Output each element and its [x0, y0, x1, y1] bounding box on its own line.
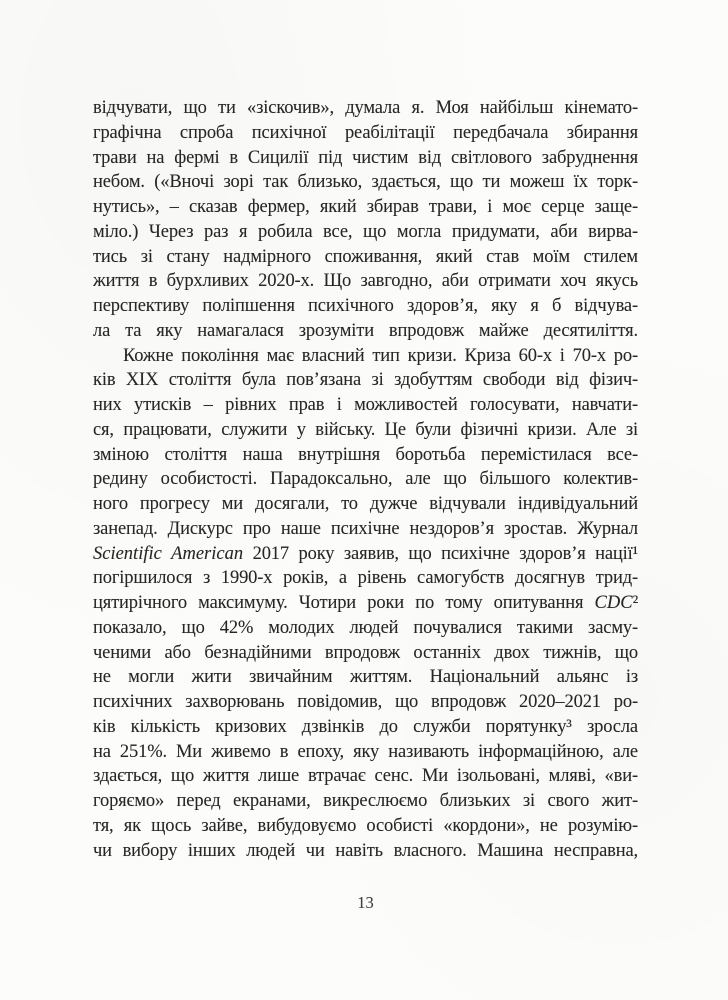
italic-text: Scientific American — [93, 543, 244, 564]
text-line: ків XIX століття була пов’язана зі здобуттям свободи від фізич- — [93, 370, 638, 391]
text-line: Кожне покоління має власний тип кризи. Криза 60-х і 70-х ро- — [123, 345, 638, 366]
paragraph — [93, 96, 638, 344]
text-line: цятирічного максимуму. Чотири роки по тому опитування CDC² — [93, 593, 638, 613]
paragraph — [93, 344, 638, 864]
text-line: небом. («Вночі зорі так близько, здається, що ти можеш їх торк- — [93, 172, 638, 193]
text-line: трави на фермі в Сицилії під чистим від світлового забруднення — [93, 147, 638, 168]
text-line: перспективу поліпшення психічного здоров’я, яку я б відчува- — [93, 296, 638, 316]
text-line: ченими або безнадійними впродовж останніх двох тижнів, що — [93, 642, 638, 663]
text-line: ного прогресу ми досягали, то дужче відчували індивідуальний — [93, 494, 638, 514]
text-line: редину особистості. Парадоксально, але що більшого колектив- — [93, 469, 638, 490]
italic-text: CDC — [594, 593, 633, 613]
text-line: чи вибору інших людей чи навіть власного. Машина несправна, — [93, 840, 638, 861]
text-line: не могли жити звичайним життям. Національний альянс із — [93, 667, 638, 688]
text-line: занепад. Дискурс про наше психічне нездоров’я зростав. Журнал — [93, 518, 638, 539]
text-line: графічна спроба психічної реабілітації передбачала збирання — [93, 122, 638, 143]
text-line: показало, що 42% молодих людей почувалися такими засму- — [93, 617, 638, 638]
text-line: ла та яку намагалася зрозуміти впродовж майже десятиліття. — [93, 320, 638, 341]
text-line: ків кількість кризових дзвінків до служби порятунку³ зросла — [93, 716, 638, 737]
text-line: погіршилося з 1990-х років, а рівень самогубств досягнув трид- — [93, 568, 638, 589]
text-line: тя, як щось зайве, вибудовуємо особисті «кордони», не розумію- — [93, 815, 638, 836]
text-line: Scientific American 2017 року заявив, що психічне здоров’я нації¹ — [93, 543, 639, 564]
text-line: ся, працювати, служити у війську. Це були фізичні кризи. Але зі — [93, 419, 638, 440]
text-line: горяємо» перед екранами, викреслюємо близьких зі свого жит- — [93, 791, 638, 811]
text-line: зміною століття наша внутрішня боротьба перемістилася все- — [93, 444, 638, 465]
text-line: відчувати, що ти «зіскочив», думала я. Моя найбільш кінемато- — [93, 98, 638, 118]
text-line: на 251%. Ми живемо в епоху, яку називають інформаційною, але — [93, 741, 638, 762]
text-line: них утисків – рівних прав і можливостей голосувати, навчати- — [93, 395, 638, 415]
text-line: здається, що життя лише втрачає сенс. Ми ізольовані, мляві, «ви- — [93, 766, 638, 787]
page-number: 13 — [357, 893, 374, 912]
text-line: нутись», – сказав фермер, який збирав трави, і моє серце заще- — [93, 197, 638, 217]
text-line: життя в бурхливих 2020-х. Що завгодно, аби отримати хоч якусь — [93, 271, 638, 292]
text-line: психічних захворювань повідомив, що впродовж 2020–2021 ро- — [93, 692, 638, 712]
text-line: тись зі стану надмірного споживання, який став моїм стилем — [93, 246, 638, 267]
text-line: міло.) Через раз я робила все, що могла придумати, аби вирва- — [93, 221, 638, 242]
body-text — [93, 96, 638, 863]
